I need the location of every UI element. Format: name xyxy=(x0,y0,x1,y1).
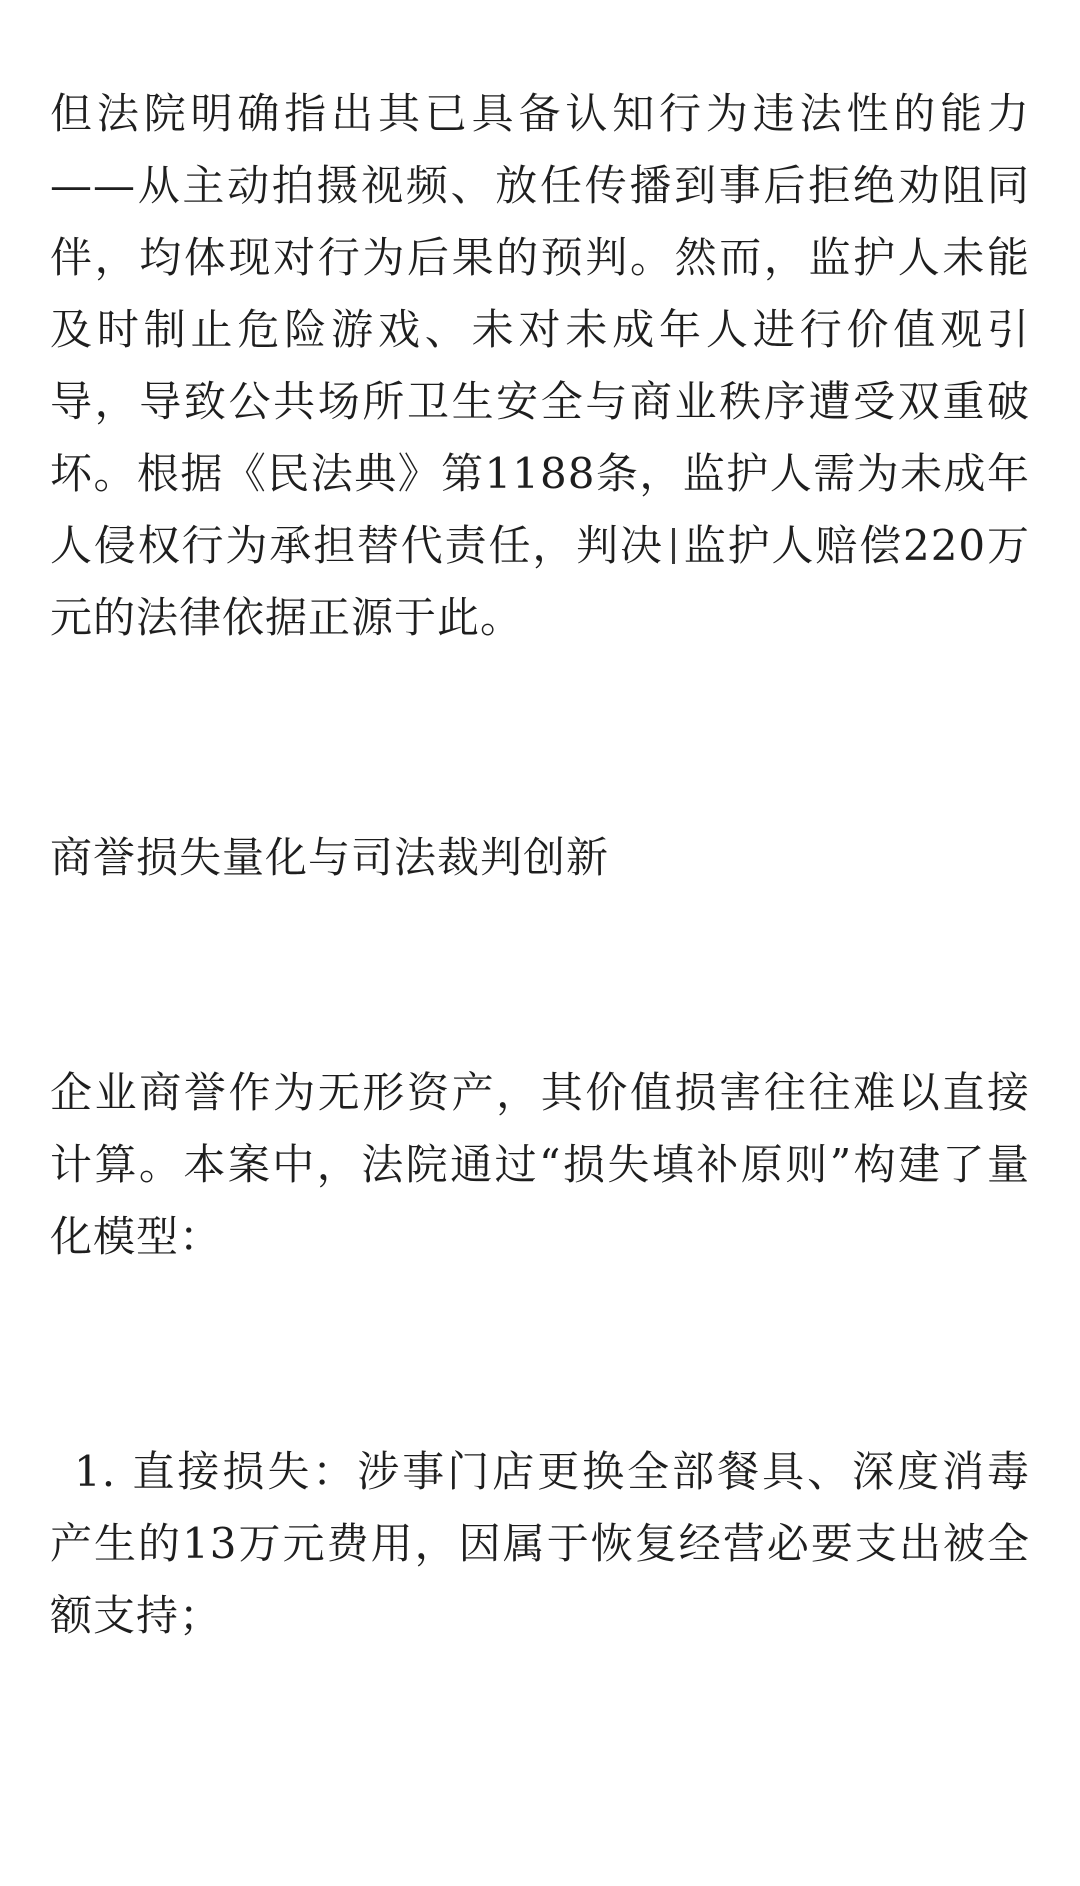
paragraph-guardian-liability xyxy=(50,78,1030,654)
list-item xyxy=(50,1436,1030,1652)
section-heading: 商誉损失量化与司法裁判创新 xyxy=(50,833,610,882)
paragraph-text: 但法院明确指出其已具备认知行为违法性的能力——从主动拍摄视频、放任传播到事后拒绝劝阻同伴，均体现对行为后果的预判。然而，监护人未能及时制止危险游戏、未对未成年人进行价值观引导，导致公共场所卫生安全与商业秩序遭受双重破坏。根据《民法典》第1188条，监护人需为未成年人侵权行为承担替代责任，判决 xyxy=(50,89,1030,570)
overlay-marker xyxy=(672,528,675,564)
paragraph-text-tail: 监护人赔偿220万元的法律依据正源于此。 xyxy=(50,521,1030,642)
article-body xyxy=(50,78,1030,1809)
paragraph-goodwill: 企业商誉作为无形资产，其价值损害往往难以直接计算。本案中，法院通过“损失填补原则”构建了量化模型： xyxy=(50,1068,1030,1261)
list-item-text: 直接损失：涉事门店更换全部餐具、深度消毒产生的13万元费用，因属于恢复经营必要支出被全额支持； xyxy=(50,1447,1030,1640)
list-item-number: 1. xyxy=(74,1447,117,1496)
